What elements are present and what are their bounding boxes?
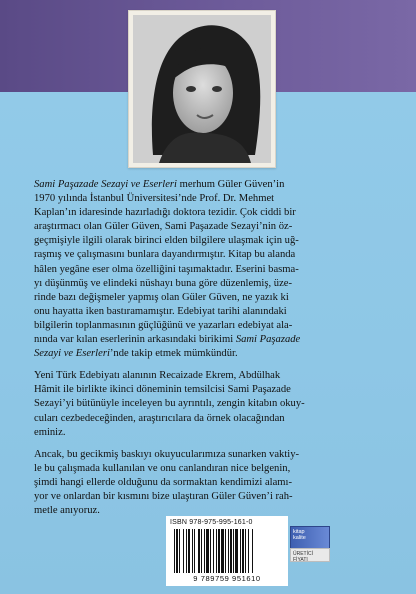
- text-run: metle anıyoruz.: [34, 505, 100, 517]
- barcode-bar: [221, 529, 224, 573]
- barcode-bar: [242, 529, 244, 573]
- text-run: le bu çalışmada kullanılan ve onu canlandıran nice belgenin,: [34, 462, 291, 474]
- text-run: merhum Güler Güven’in: [177, 179, 285, 190]
- barcode-bar: [204, 529, 205, 573]
- barcode-bar: [252, 529, 253, 573]
- barcode-bar: [188, 529, 190, 573]
- barcode-bars: [172, 529, 282, 573]
- barcode-bar: [228, 529, 229, 573]
- text-line: [34, 462, 386, 476]
- barcode-digits: 9 789759 951610: [193, 574, 261, 583]
- text-line: [34, 319, 386, 333]
- paragraph: [34, 448, 386, 518]
- author-photo: [128, 10, 276, 168]
- text-run: hâlen yegâne eser olma özelliğini taşımaktadır. Eserini basma-: [34, 263, 299, 275]
- price-sticker: [290, 548, 330, 562]
- text-line: [34, 448, 386, 462]
- paragraph: [34, 178, 386, 361]
- text-line: [34, 234, 386, 248]
- barcode-bar: [230, 529, 232, 573]
- text-run: eminiz.: [34, 426, 66, 438]
- text-line: [34, 369, 386, 383]
- text-line: [34, 426, 386, 440]
- text-line: [34, 248, 386, 262]
- barcode-bar: [192, 529, 193, 573]
- text-line: [34, 206, 386, 220]
- paragraph: [34, 369, 386, 439]
- barcode-bar: [210, 529, 211, 573]
- text-line: [34, 277, 386, 291]
- text-run: Yeni Türk Edebiyatı alanının Recaizade Ekrem, Abdülhak: [34, 370, 281, 382]
- text-line: [34, 291, 386, 305]
- isbn-label: ISBN 978-975-995-161-0: [170, 519, 253, 526]
- text-run: geçmişiyle ilgili olarak birinci elden bilgilere ulaşmak için uğ-: [34, 235, 299, 247]
- text-line: [34, 490, 386, 504]
- sticker-line-2: kalite: [293, 535, 306, 541]
- barcode-bar: [235, 529, 238, 573]
- barcode-bar: [201, 529, 202, 573]
- text-run: araştırmacı olan Güler Güven, Sami Paşazade Sezayi’nin öz-: [34, 221, 293, 233]
- text-run: raşmış ve çalışmasını bunlara dayandırmıştır. Kitap bu alanda: [34, 249, 296, 261]
- text-line: [34, 347, 386, 361]
- barcode-bar: [225, 529, 226, 573]
- text-run: Sezayi’yi bütünüyle inceleyen bu ayrıntılı, zengin kitabın okuy-: [34, 398, 305, 410]
- text-run: yor ve onlardan bir kısmını bize ulaştıran Güler Güven’i rah-: [34, 490, 293, 502]
- barcode-bar: [194, 529, 195, 573]
- barcode: [166, 516, 288, 586]
- barcode-bar: [174, 529, 175, 573]
- barcode-bar: [183, 529, 184, 573]
- text-run: 1970 yılında İstanbul Üniversitesi’nde Prof. Dr. Mehmet: [34, 193, 275, 205]
- text-line: [34, 192, 386, 206]
- text-run: Kaplan’ın idaresinde hazırladığı doktora tezidir. Çok ciddi bir: [34, 207, 296, 219]
- quality-sticker: [290, 526, 330, 550]
- text-line: [34, 397, 386, 411]
- barcode-bar: [176, 529, 178, 573]
- barcode-bar: [179, 529, 180, 573]
- text-run: Hâmit ile birlikte ikinci döneminin temsilcisi Sami Paşazade: [34, 384, 291, 396]
- italic-title: Sami Paşazade Sezayi ve Eserleri: [34, 179, 177, 190]
- text-line: [34, 412, 386, 426]
- text-run: cuları cezbedeceğinden, araştırıcılara da örnek olacağından: [34, 412, 285, 424]
- price-sticker-text: ÜRETİCİ FİYATI: [293, 551, 313, 563]
- italic-title: Sami Paşazade: [235, 334, 301, 346]
- barcode-bar: [198, 529, 200, 573]
- text-run: onu hayatta iken bastıramamıştır. Edebiyat tarihi alanındaki: [34, 305, 287, 317]
- text-run: bilgilerin toplanmasının güçlüğünü ve yazarları edebiyat ala-: [34, 319, 293, 331]
- text-line: [34, 333, 386, 347]
- barcode-bar: [240, 529, 241, 573]
- text-run: ’nde takip etmek mümkündür.: [109, 348, 238, 360]
- sticker-line-1: kitap: [293, 529, 305, 535]
- text-run: şimdi hangi ellerde olduğunu da sormaktan kendimizi alamı-: [34, 476, 293, 488]
- barcode-bar: [233, 529, 234, 573]
- text-line: [34, 383, 386, 397]
- barcode-bar: [248, 529, 249, 573]
- text-run: Ancak, bu gecikmiş baskıyı okuyucularımıza sunarken vaktiy-: [34, 448, 300, 460]
- barcode-bar: [213, 529, 214, 573]
- text-line: [34, 305, 386, 319]
- text-line: [34, 476, 386, 490]
- text-line: [34, 220, 386, 234]
- text-line: [34, 263, 386, 277]
- barcode-bar: [245, 529, 246, 573]
- text-run: nında var kılan eserlerinin arkasındaki birikimi: [34, 334, 236, 346]
- text-run: yı düşünmüş ve elindeki nüshayı buna göre düzenlemiş, üze-: [34, 277, 293, 289]
- barcode-bar: [206, 529, 209, 573]
- text-line: [34, 178, 386, 192]
- barcode-bar: [218, 529, 220, 573]
- back-cover-text: [34, 178, 386, 526]
- barcode-bar: [186, 529, 187, 573]
- italic-title: Sezayi ve Eserleri: [34, 348, 110, 360]
- barcode-bar: [216, 529, 217, 573]
- text-run: rinde bazı değişmeler yapmış olan Güler Güven, ne yazık ki: [34, 291, 289, 303]
